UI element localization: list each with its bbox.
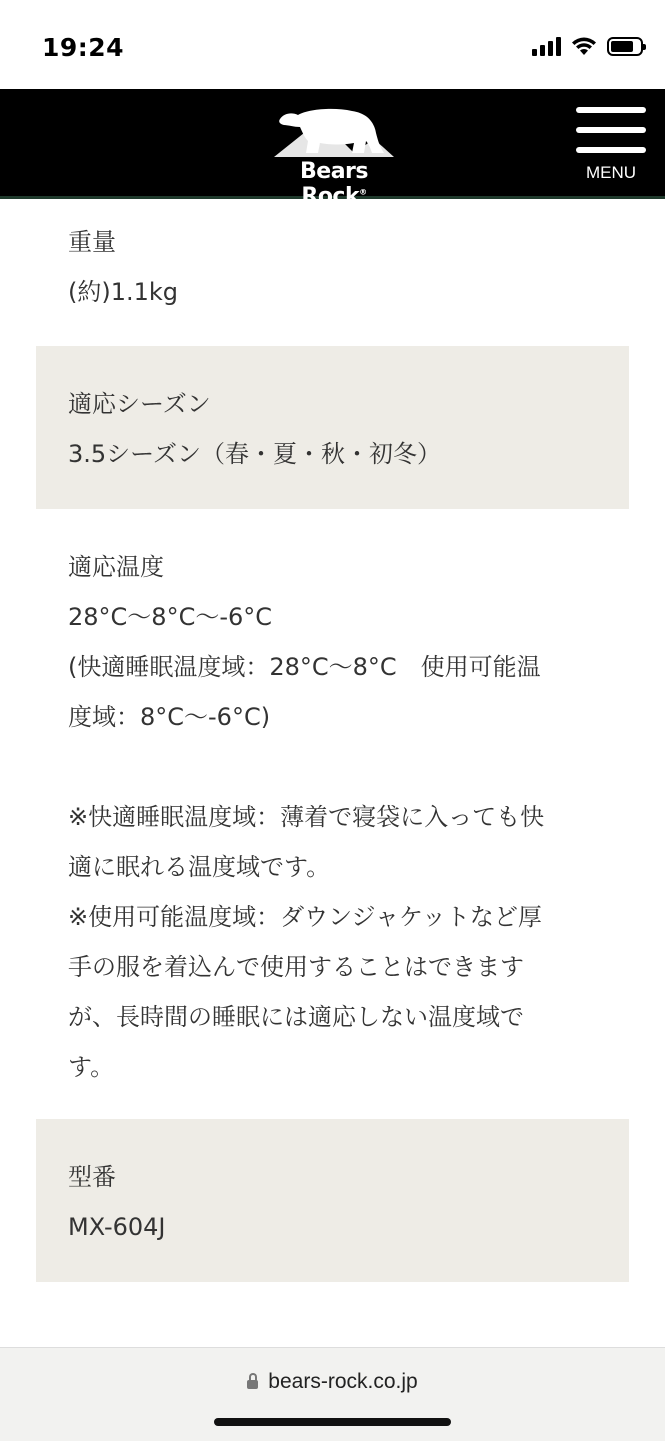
status-time: 19:24 bbox=[42, 33, 125, 62]
lock-icon bbox=[247, 1380, 258, 1389]
spec-label: 重量 bbox=[68, 228, 116, 256]
spec-note: が、長時間の睡眠には適応しない温度域で bbox=[68, 1003, 524, 1031]
browser-url-bar[interactable] bbox=[0, 1347, 665, 1441]
spec-label: 型番 bbox=[68, 1163, 116, 1191]
polar-bear-icon bbox=[274, 103, 394, 159]
cellular-signal-icon bbox=[532, 36, 561, 56]
spec-temperature bbox=[36, 509, 629, 1119]
menu-button[interactable] bbox=[576, 103, 648, 183]
spec-value: 度域：8°C〜-6°C) bbox=[68, 703, 271, 731]
spec-note: ※快適睡眠温度域：薄着で寝袋に入っても快 bbox=[68, 803, 545, 831]
menu-label: MENU bbox=[585, 163, 637, 182]
spec-value: (約)1.1kg bbox=[68, 278, 179, 306]
hamburger-icon bbox=[576, 107, 646, 167]
spec-note: す。 bbox=[68, 1053, 115, 1081]
url-row[interactable] bbox=[0, 1370, 665, 1394]
status-bar bbox=[0, 0, 665, 89]
spec-season bbox=[36, 346, 629, 509]
spec-weight bbox=[36, 199, 629, 346]
logo-text: Bears Rock® bbox=[300, 159, 368, 209]
home-indicator[interactable] bbox=[214, 1418, 451, 1426]
bears-rock-logo[interactable] bbox=[264, 103, 404, 209]
status-icons bbox=[532, 36, 643, 56]
spec-value: (快適睡眠温度域：28°C〜8°C 使用可能温 bbox=[68, 653, 541, 681]
url-domain: bears-rock.co.jp bbox=[268, 1370, 418, 1393]
spec-note: ※使用可能温度域：ダウンジャケットなど厚 bbox=[68, 903, 542, 931]
wifi-icon bbox=[571, 36, 597, 56]
spec-label: 適応シーズン bbox=[68, 390, 211, 418]
spec-note: 適に眠れる温度域です。 bbox=[68, 853, 331, 881]
spec-list bbox=[36, 199, 629, 1282]
spec-note: 手の服を着込んで使用することはできます bbox=[68, 953, 524, 981]
site-header bbox=[0, 89, 665, 209]
spec-value: MX-604J bbox=[68, 1213, 166, 1241]
battery-icon bbox=[607, 37, 643, 56]
spec-model-number bbox=[36, 1119, 629, 1282]
spec-value: 3.5シーズン（春・夏・秋・初冬） bbox=[68, 440, 441, 468]
spec-label: 適応温度 bbox=[68, 553, 164, 581]
spec-value: 28°C〜8°C〜-6°C bbox=[68, 603, 273, 631]
